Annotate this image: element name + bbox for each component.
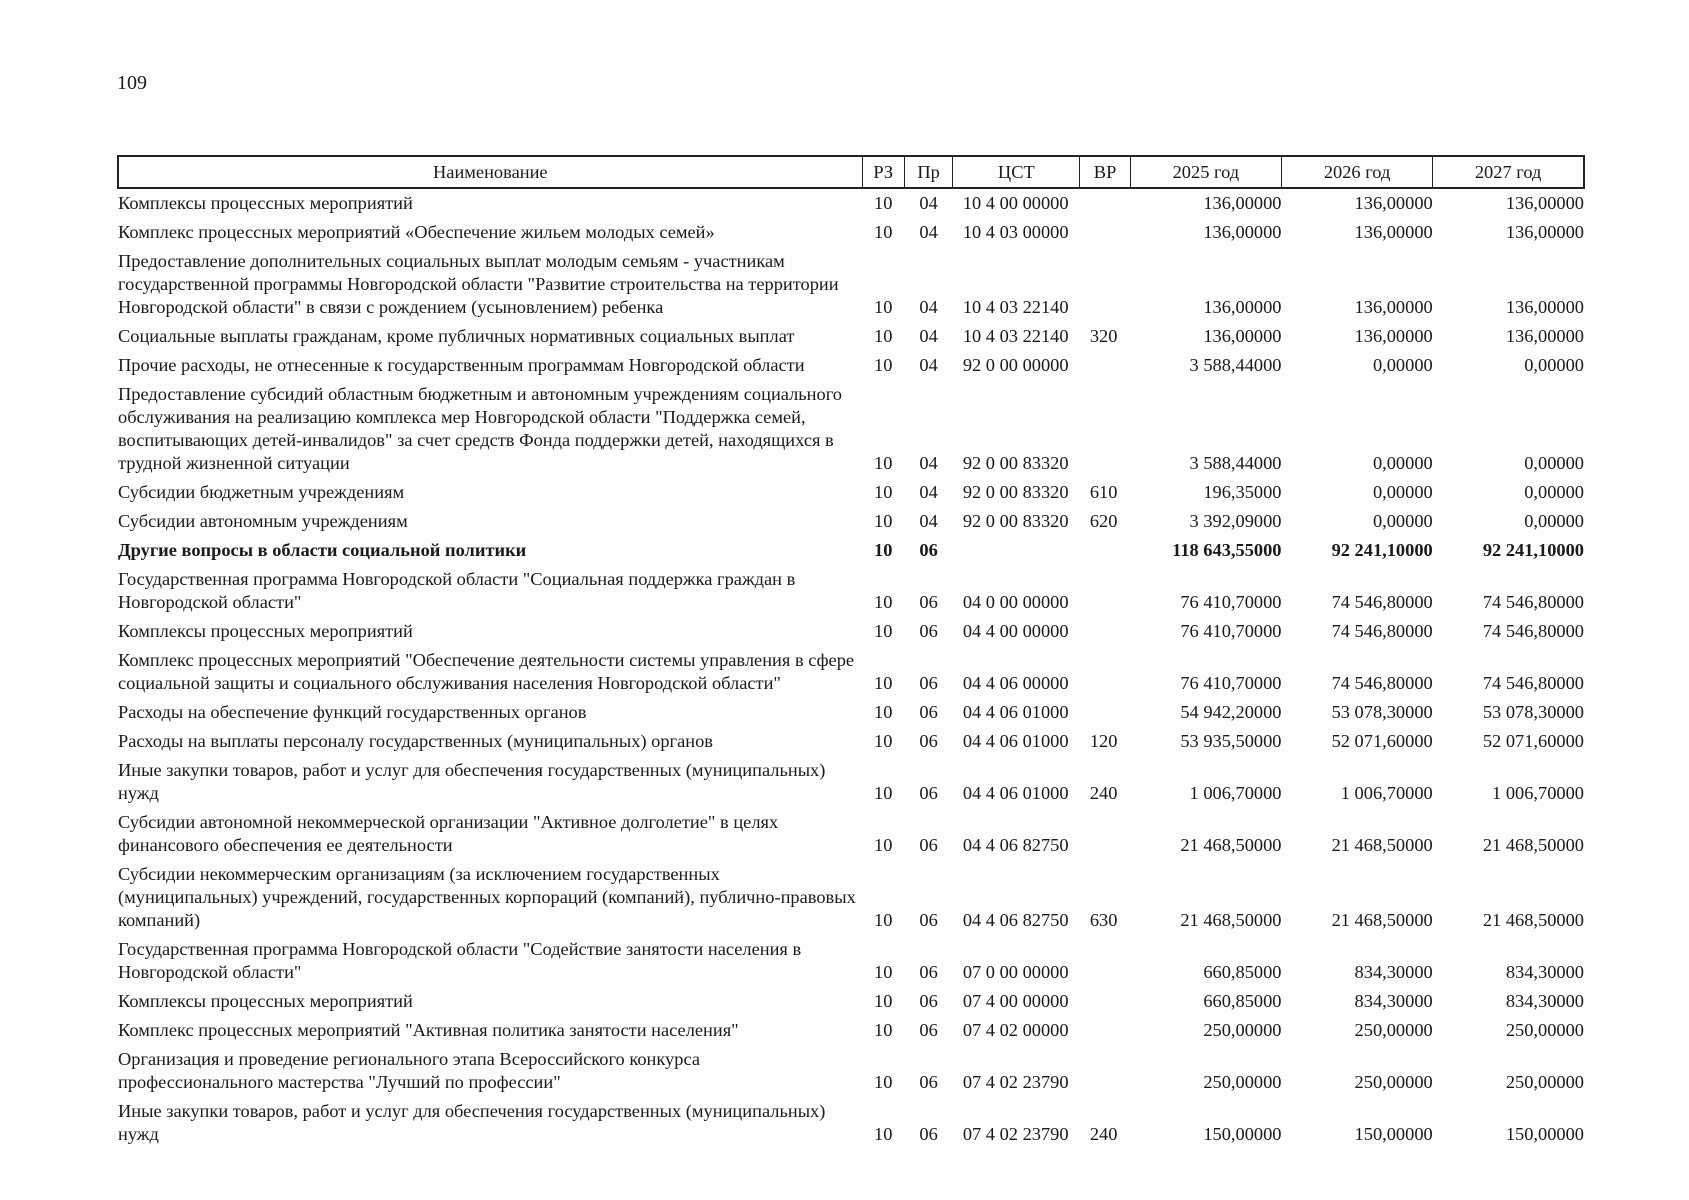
cell-2026: 834,30000 [1354,962,1433,982]
cell-vr [1080,536,1130,565]
cell-2027: 52 071,60000 [1482,731,1584,751]
cell-2026: 1 006,70000 [1340,783,1433,803]
cell-vr [1080,218,1130,247]
cell-cst: 92 0 00 83320 [962,511,1069,531]
cell-2025: 250,00000 [1203,1072,1282,1092]
cell-pr: 06 [919,540,938,560]
cell-name: Государственная программа Новгородской области "Социальная поддержка граждан в Новгородской области" [118,569,796,612]
table-row [118,727,1584,756]
cell-cst: 04 4 06 01000 [962,702,1069,722]
header-vr: ВР [1080,156,1130,188]
cell-rz: 10 [874,297,893,317]
table-row [118,188,1584,218]
cell-2025: 118 643,55000 [1172,540,1282,560]
cell-2026: 21 468,50000 [1331,910,1433,930]
cell-rz: 10 [874,592,893,612]
cell-rz: 10 [874,1072,893,1092]
cell-pr: 04 [919,453,938,473]
table-row [118,808,1584,860]
cell-rz: 10 [874,355,893,375]
cell-cst: 92 0 00 83320 [962,482,1069,502]
cell-rz: 10 [874,991,893,1011]
cell-cst: 04 0 00 00000 [962,592,1069,612]
cell-2026: 250,00000 [1354,1020,1433,1040]
cell-rz: 10 [874,673,893,693]
cell-2027: 53 078,30000 [1482,702,1584,722]
cell-2025: 76 410,70000 [1180,673,1282,693]
cell-2027: 150,00000 [1505,1124,1584,1144]
cell-2027: 250,00000 [1505,1020,1584,1040]
cell-2026: 52 071,60000 [1331,731,1433,751]
table-row [118,1097,1584,1149]
cell-rz: 10 [874,962,893,982]
cell-2025: 136,00000 [1203,222,1282,242]
cell-name: Прочие расходы, не отнесенные к государственным программам Новгородской области [118,355,805,375]
cell-pr: 04 [919,511,938,531]
cell-2027: 74 546,80000 [1482,592,1584,612]
cell-2027: 21 468,50000 [1482,835,1584,855]
cell-vr [1080,987,1130,1016]
cell-2027: 74 546,80000 [1482,673,1584,693]
page-number: 109 [117,72,147,94]
cell-cst: 04 4 00 00000 [962,621,1069,641]
cell-rz: 10 [874,193,893,213]
cell-cst: 04 4 06 82750 [962,910,1069,930]
cell-2027: 834,30000 [1505,991,1584,1011]
cell-vr [1080,188,1130,218]
cell-pr: 04 [919,482,938,502]
cell-cst: 92 0 00 00000 [962,355,1069,375]
cell-2027: 92 241,10000 [1482,540,1584,560]
cell-pr: 04 [919,355,938,375]
table-row [118,1045,1584,1097]
cell-pr: 06 [919,991,938,1011]
cell-rz: 10 [874,222,893,242]
cell-rz: 10 [874,511,893,531]
cell-2027: 0,00000 [1524,355,1584,375]
cell-2026: 53 078,30000 [1331,702,1433,722]
cell-name: Расходы на выплаты персоналу государственных (муниципальных) органов [118,731,713,751]
cell-pr: 06 [919,783,938,803]
cell-2025: 150,00000 [1203,1124,1282,1144]
cell-cst: 10 4 03 22140 [962,297,1069,317]
cell-cst: 07 4 02 23790 [962,1072,1069,1092]
cell-2025: 196,35000 [1203,482,1282,502]
cell-cst: 10 4 00 00000 [962,193,1069,213]
table-row [118,536,1584,565]
cell-2025: 76 410,70000 [1180,621,1282,641]
cell-2025: 3 588,44000 [1189,453,1282,473]
cell-2025: 3 588,44000 [1189,355,1282,375]
cell-2025: 53 935,50000 [1180,731,1282,751]
cell-2026: 834,30000 [1354,991,1433,1011]
cell-2026: 74 546,80000 [1331,592,1433,612]
cell-2027: 136,00000 [1505,222,1584,242]
cell-vr [1080,565,1130,617]
cell-name: Субсидии бюджетным учреждениям [118,482,405,502]
table-row [118,646,1584,698]
cell-rz: 10 [874,1020,893,1040]
cell-vr: 320 [1089,326,1118,346]
cell-name: Комплексы процессных мероприятий [118,621,413,641]
cell-name: Государственная программа Новгородской области "Содействие занятости населения в Новгородской области" [118,939,802,982]
cell-2026: 0,00000 [1372,453,1433,473]
cell-name: Комплекс процессных мероприятий «Обеспечение жильем молодых семей» [118,222,715,242]
cell-2027: 1 006,70000 [1492,783,1584,803]
cell-2025: 660,85000 [1203,962,1282,982]
cell-vr [1080,808,1130,860]
header-cst: ЦСТ [953,156,1080,188]
cell-pr: 06 [919,962,938,982]
table-header-row [118,156,1584,188]
cell-2025: 21 468,50000 [1180,835,1282,855]
cell-2026: 0,00000 [1372,482,1433,502]
cell-pr: 06 [919,1020,938,1040]
cell-2027: 74 546,80000 [1482,621,1584,641]
table-row [118,987,1584,1016]
table-row [118,478,1584,507]
cell-rz: 10 [874,326,893,346]
cell-pr: 04 [919,222,938,242]
cell-2027: 0,00000 [1524,482,1584,502]
cell-name: Комплексы процессных мероприятий [118,991,413,1011]
cell-pr: 06 [919,1072,938,1092]
cell-name: Иные закупки товаров, работ и услуг для обеспечения государственных (муниципальных) нужд [118,1101,826,1144]
cell-name: Расходы на обеспечение функций государственных органов [118,702,587,722]
cell-vr: 630 [1089,910,1118,930]
cell-2027: 0,00000 [1524,511,1584,531]
cell-rz: 10 [874,731,893,751]
cell-rz: 10 [874,453,893,473]
cell-vr: 620 [1089,511,1118,531]
cell-2025: 76 410,70000 [1180,592,1282,612]
table-body [118,188,1584,1149]
cell-pr: 06 [919,1124,938,1144]
cell-2027: 250,00000 [1505,1072,1584,1092]
cell-pr: 06 [919,910,938,930]
cell-vr: 240 [1089,1124,1118,1144]
cell-cst: 04 4 06 01000 [962,731,1069,751]
cell-2025: 54 942,20000 [1180,702,1282,722]
cell-rz: 10 [874,702,893,722]
cell-rz: 10 [874,482,893,502]
cell-vr [1080,646,1130,698]
cell-name: Предоставление дополнительных социальных выплат молодым семьям - участникам государственной программы Новгородской области "Развитие строительства на территории Новгородской области" в связи с рождением (усыновлением) ребенка [118,251,839,317]
cell-pr: 06 [919,673,938,693]
table-row [118,1016,1584,1045]
cell-pr: 04 [919,326,938,346]
cell-2025: 1 006,70000 [1189,783,1282,803]
cell-name: Предоставление субсидий областным бюджетным и автономным учреждениям социального обслуживания на реализацию комплекса мер Новгородской области "Поддержка семей, воспитывающих детей-инвалидов" за счет средств Фонда поддержки детей, находящихся в трудной жизненной ситуации [118,384,843,473]
cell-cst: 04 4 06 82750 [962,835,1069,855]
table-row [118,247,1584,322]
cell-vr [1080,247,1130,322]
cell-2026: 150,00000 [1354,1124,1433,1144]
cell-vr: 610 [1089,482,1118,502]
cell-pr: 06 [919,835,938,855]
header-pr: Пр [904,156,952,188]
cell-2026: 136,00000 [1354,326,1433,346]
cell-vr [1080,1045,1130,1097]
cell-2026: 136,00000 [1354,297,1433,317]
table-row [118,507,1584,536]
cell-name: Комплексы процессных мероприятий [118,193,413,213]
cell-name: Организация и проведение регионального этапа Всероссийского конкурса профессионального мастерства "Лучший по профессии" [118,1049,700,1092]
cell-name: Комплекс процессных мероприятий "Активная политика занятости населения" [118,1020,739,1040]
cell-cst: 07 4 02 00000 [962,1020,1069,1040]
cell-name: Другие вопросы в области социальной политики [118,540,527,560]
cell-2025: 250,00000 [1203,1020,1282,1040]
cell-2026: 136,00000 [1354,222,1433,242]
cell-cst [953,536,1080,565]
cell-2026: 74 546,80000 [1331,673,1433,693]
cell-2027: 0,00000 [1524,453,1584,473]
cell-vr [1080,351,1130,380]
cell-2027: 834,30000 [1505,962,1584,982]
header-2027: 2027 год [1433,156,1584,188]
cell-vr: 240 [1089,783,1118,803]
cell-pr: 06 [919,592,938,612]
cell-2027: 136,00000 [1505,326,1584,346]
cell-2027: 21 468,50000 [1482,910,1584,930]
cell-vr: 120 [1089,731,1118,751]
cell-2025: 3 392,09000 [1189,511,1282,531]
cell-cst: 07 4 00 00000 [962,991,1069,1011]
cell-rz: 10 [874,540,893,560]
cell-vr [1080,617,1130,646]
cell-pr: 04 [919,193,938,213]
table-row [118,351,1584,380]
cell-name: Социальные выплаты гражданам, кроме публичных нормативных социальных выплат [118,326,795,346]
table-row [118,935,1584,987]
table-row [118,322,1584,351]
cell-rz: 10 [874,621,893,641]
cell-cst: 92 0 00 83320 [962,453,1069,473]
cell-cst: 10 4 03 22140 [962,326,1069,346]
cell-rz: 10 [874,910,893,930]
cell-name: Субсидии автономной некоммерческой организации "Активное долголетие" в целях финансового обеспечения ее деятельности [118,812,779,855]
header-2026: 2026 год [1281,156,1432,188]
header-name: Наименование [118,156,862,188]
cell-2026: 136,00000 [1354,193,1433,213]
table-row [118,617,1584,646]
cell-name: Иные закупки товаров, работ и услуг для обеспечения государственных (муниципальных) нужд [118,760,826,803]
cell-vr [1080,935,1130,987]
cell-rz: 10 [874,783,893,803]
cell-name: Субсидии автономным учреждениям [118,511,408,531]
cell-2026: 0,00000 [1372,511,1433,531]
cell-2027: 136,00000 [1505,297,1584,317]
cell-2025: 21 468,50000 [1180,910,1282,930]
cell-cst: 10 4 03 00000 [962,222,1069,242]
table-row [118,860,1584,935]
table-row [118,565,1584,617]
cell-2026: 0,00000 [1372,355,1433,375]
cell-cst: 04 4 06 01000 [962,783,1069,803]
cell-vr [1080,1016,1130,1045]
table-row [118,218,1584,247]
cell-pr: 06 [919,702,938,722]
cell-2025: 136,00000 [1203,193,1282,213]
cell-rz: 10 [874,1124,893,1144]
cell-name: Субсидии некоммерческим организациям (за исключением государственных (муниципальных) учреждений, государственных корпораций (компаний), публично-правовых компаний) [118,864,856,930]
cell-rz: 10 [874,835,893,855]
cell-pr: 04 [919,297,938,317]
cell-2026: 21 468,50000 [1331,835,1433,855]
table-row [118,698,1584,727]
budget-table [117,155,1585,1149]
cell-pr: 06 [919,731,938,751]
cell-cst: 07 0 00 00000 [962,962,1069,982]
cell-pr: 06 [919,621,938,641]
cell-vr [1080,380,1130,478]
cell-2025: 660,85000 [1203,991,1282,1011]
cell-name: Комплекс процессных мероприятий "Обеспечение деятельности системы управления в сфере социальной защиты и социального обслуживания населения Новгородской области" [118,650,855,693]
header-rz: РЗ [862,156,904,188]
cell-2026: 92 241,10000 [1331,540,1433,560]
cell-vr [1080,698,1130,727]
table-row [118,380,1584,478]
cell-2025: 136,00000 [1203,326,1282,346]
cell-cst: 07 4 02 23790 [962,1124,1069,1144]
cell-2027: 136,00000 [1505,193,1584,213]
header-2025: 2025 год [1130,156,1281,188]
table-row [118,756,1584,808]
cell-2026: 74 546,80000 [1331,621,1433,641]
cell-2026: 250,00000 [1354,1072,1433,1092]
cell-cst: 04 4 06 00000 [962,673,1069,693]
cell-2025: 136,00000 [1203,297,1282,317]
